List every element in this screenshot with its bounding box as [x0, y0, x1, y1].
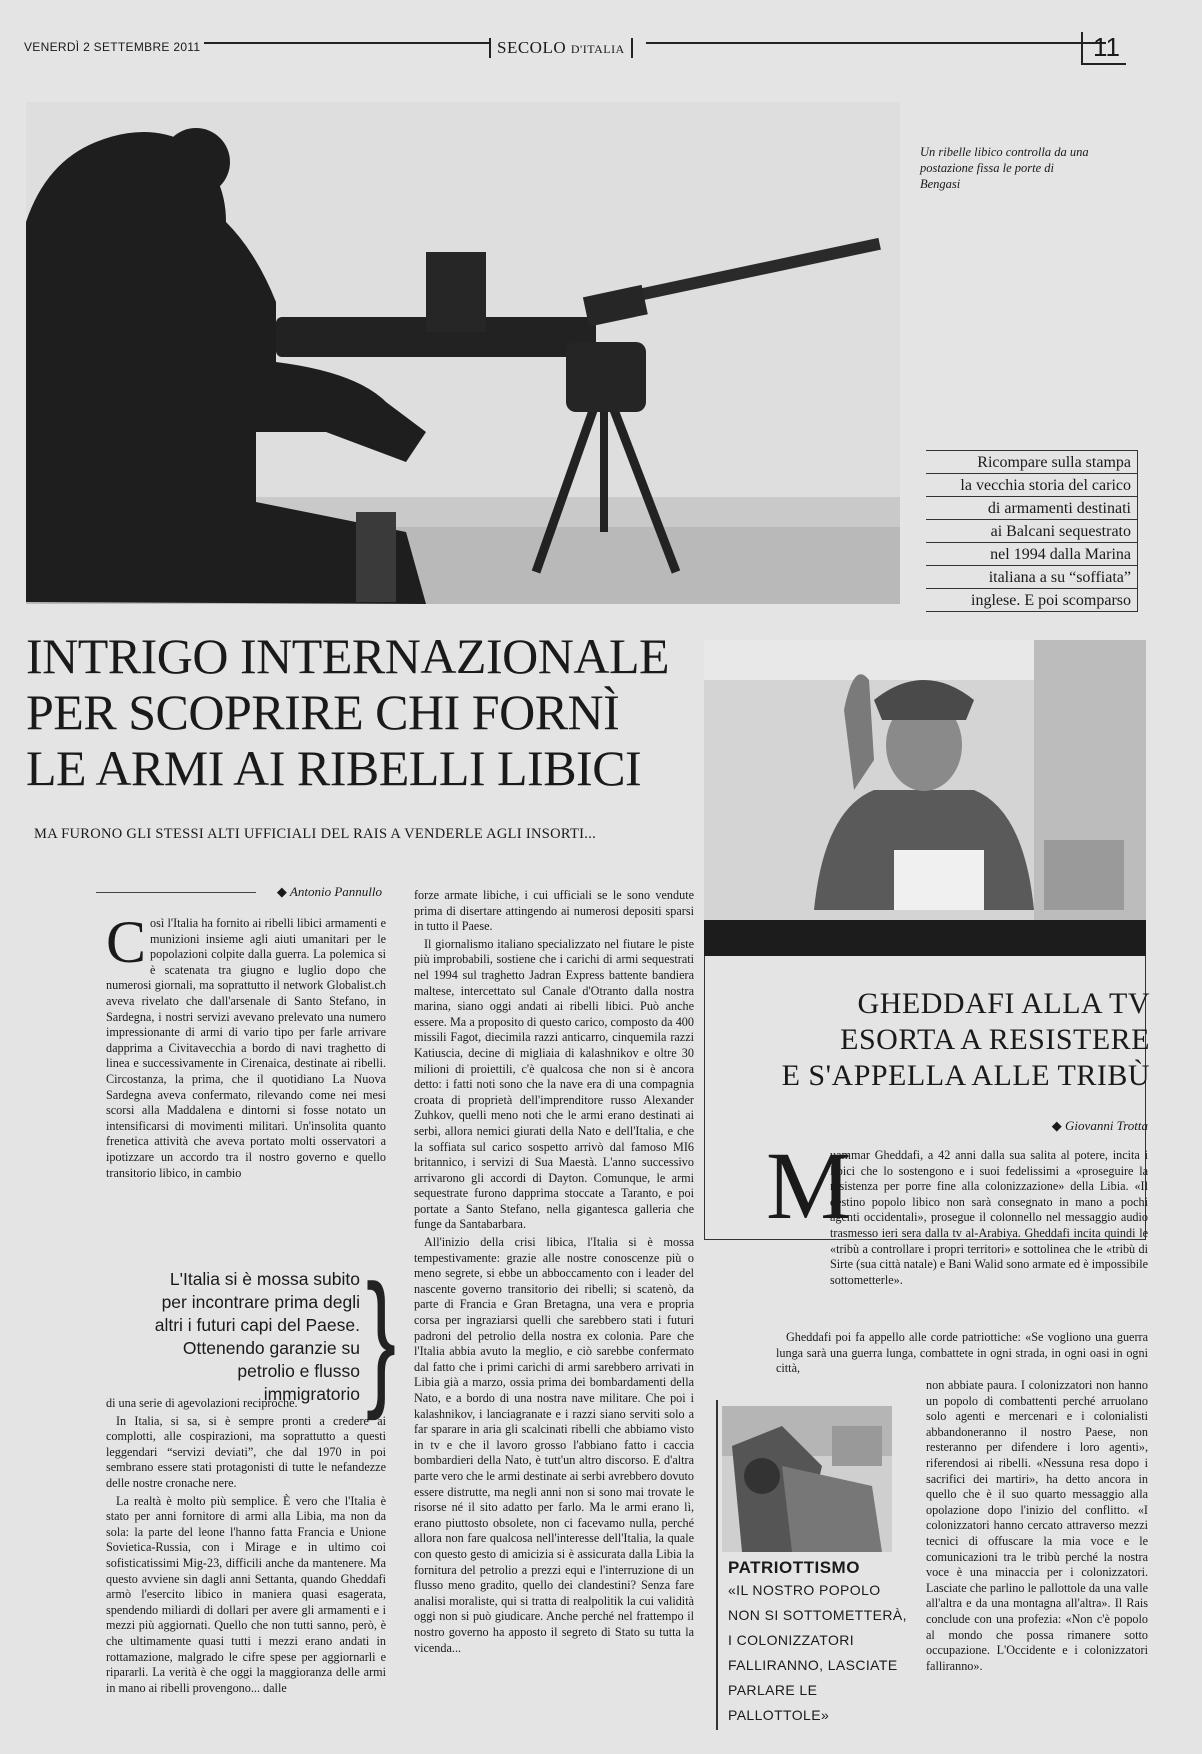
masthead — [24, 28, 1130, 70]
main-byline — [96, 884, 382, 900]
patriottismo-box — [728, 1558, 918, 1728]
patriottismo-line: NON SI SOTTOMETTERÀ, — [728, 1607, 907, 1623]
main-article-col1 — [106, 909, 386, 1181]
rebels-group-image — [722, 1406, 892, 1552]
gheddafi-byline — [880, 1118, 1148, 1134]
teaser-line: nel 1994 dalla Marina — [926, 543, 1138, 566]
diamond-icon: ◆ — [1051, 1118, 1066, 1133]
diamond-icon: ◆ — [276, 884, 290, 899]
gheddafi-headline-line: GHEDDAFI ALLA TV — [857, 987, 1150, 1020]
patriottismo-line: «IL NOSTRO POPOLO — [728, 1582, 881, 1598]
teaser-line: italiana a su “soffiata” — [926, 566, 1138, 589]
main-paragraph: forze armate libiche, i cui ufficiali se le sono vendute prima di disertare attingendo ai numerosi depositi sparsi in tutto il Paese. — [414, 888, 694, 934]
teaser-line: ai Balcani sequestrato — [926, 520, 1138, 543]
gheddafi-photo — [704, 640, 1146, 956]
headline-line: PER SCOPRIRE CHI FORNÌ — [26, 684, 620, 740]
masthead-rule-right — [646, 42, 1106, 44]
newspaper-title — [489, 38, 633, 58]
main-article-col1-continued — [106, 1396, 386, 1698]
main-photo-caption: Un ribelle libico controlla da una postazione fissa le porte di Bengasi — [920, 145, 1089, 191]
gheddafi-speaking-image — [704, 640, 1146, 956]
headline-line: INTRIGO INTERNAZIONALE — [26, 628, 670, 684]
page-number: 11 — [1081, 32, 1126, 65]
main-paragraph: La realtà è molto più semplice. È vero che l'Italia è stato per anni fornitore di armi alla Libia, ma non da sola: la parte del leone l'hanno fatta Francia e Unione Sovietica-Russia, con i Mirage e in ultimo coi sofisticatissimi Mig-23, difficili anche da mantenere. Ma questo avviene sin dagli anni Settanta, quando Gheddafi armò l'esercito libico in maniera quasi esagerata, spendendo miliardi di dollari per avere gli armamenti e i mezzi più aggiornati. Quello che non tutti sanno, però, è che ultimamente quasi tutti i mezzi erano andati in rottamazione, malgrado le cifre spese per aggiornarli e ripararli. La verità è che oggi la maggioranza delle armi in mano ai ribelli provengono... dalle — [106, 1493, 386, 1695]
teaser-line: inglese. E poi scomparso — [926, 589, 1138, 612]
brace-ornament: } — [366, 1253, 397, 1421]
main-paragraph: In Italia, si sa, si è sempre pronti a credere ai complotti, alle cospirazioni, ma soprattutto a questi leggendari “servizi deviati”, che dal 1970 in poi sembrano essere stati protagonisti di tutte le nefandezze delle nostre cronache nere. — [106, 1413, 386, 1490]
rebels-small-photo — [722, 1406, 892, 1552]
main-dropcap: C — [106, 909, 147, 975]
gheddafi-dropcap: M — [766, 1132, 852, 1239]
teaser-line: di armamenti destinati — [926, 497, 1138, 520]
teaser-box — [926, 450, 1138, 612]
main-photo — [26, 102, 900, 604]
patriottismo-line: I COLONIZZATORI — [728, 1632, 855, 1648]
byline-rule — [96, 892, 256, 893]
gheddafi-article-p1: uammar Gheddafi, a 42 anni dalla sua salita al potere, incita i libici che lo sostengono e i suoi fedelissimi a «proseguire la resistenza per porre fine alla colonizzazione» della Libia. «Il destino popolo libico non sarà consegnato in mano a pochi agenti occidentali», prosegue il colonnello nel messaggio audio trasmesso ieri sera dalla tv al-Arabiya. Gheddafi incita quindi le «tribù a controllare i propri territori» e sottolinea che le «tribù di Sirte (sua città natale) e Bani Walid sono armate ed è impossibile sottometterle». — [830, 1148, 1148, 1287]
teaser-line: la vecchia storia del carico — [926, 474, 1138, 497]
main-subheadline: MA FURONO GLI STESSI ALTI UFFICIALI DEL RAIS A VENDERLE AGLI INSORTI... — [34, 826, 597, 842]
headline-line: LE ARMI AI RIBELLI LIBICI — [26, 740, 642, 796]
newspaper-title-small: D'ITALIA — [570, 42, 625, 56]
patriottismo-rule — [716, 1400, 718, 1730]
main-paragraph: All'inizio della crisi libica, l'Italia si è mossa tempestivamente: grazie alle nostre conoscenze più o meno segrete, si ebbe un abboccamento con i leader del nascente governo transitorio dei ribelli; si scatenò, da parte di Francia e Gran Bretagna, una vera e propria corsa per ingraziarsi quelli che sarebbero stati i futuri padroni del petrolio della nostra ex colonia. Pare che l'Italia abbia avuto la meglio, e ciò sarebbe confermato dal fatto che i primi carichi di armi sarebbero arrivati in Libia già a marzo, ossia prima dei bombardamenti della Nato, e a bordo di una nostra nave militare. Che poi i kalashnikov, i lanciagranate e i razzi siano serviti solo a far sparare in aria gli scalcinati ribelli che abbiamo visto in tv e che il lavoro grosso l'abbiano fatto i caccia bombardieri della Nato, è tutt'un altro discorso. E d'altra parte vero che le armi destinate ai serbi avrebbero dovuto essere distrutte, ma negli anni non si sono mai trovate le risorse né il sito adatto per farlo. Ma le armi erano lì, erano piuttosto obsolete, non ci facevamo nulla, perché allora non fare qualcosa nell'interesse dell'Italia, la quale con questo gesto di amicizia si è assicurata dalla Libia la fornitura del petrolio a prezzi equi e l'interruzione di un flusso meno gradito, quello dei clandestini? Senza fare analisi moraliste, qui si tratta di realpolitik la cui validità oggi non si può giudicare. Anche perché nel frattempo il nostro governo ha apposto il segreto di Stato su tutta la vicenda... — [414, 1235, 694, 1655]
main-article-col2 — [414, 888, 694, 1658]
pull-quote: L'Italia si è mossa subito per incontrare prima degli altri i futuri capi del Paese. Ottenendo garanzie su petrolio e flusso immigratorio — [154, 1269, 360, 1404]
patriottismo-title: PATRIOTTISMO — [728, 1558, 860, 1577]
main-paragraph: osì l'Italia ha fornito ai ribelli libici armamenti e munizioni insieme agli aiuti umanitari per le popolazioni colpite dalla guerra. La polemica si è scatenata tra giugno e luglio dopo che numerosi giornali, ma soprattutto il network Globalist.ch aveva rivelato che dall'arsenale di Santo Stefano, in Sardegna, i nostri servizi avevano prelevato una numero impressionante di armi di vario tipo per farle arrivare dapprima a Civitavecchia a bordo di navi traghetto di linea e successivamente in Cirenaica, destinate ai ribelli. Circostanza, la prima, che il quotidiano La Nuova Sardegna aveva confermato, rilevando come nei mesi scorsi alla Maddalena e dintorni si fosse notato un intensificarsi di movimenti militari. Un'insolita quanto frenetica attività che aveva portato molti osservatori a ipotizzare un accordo tra il nostro governo e quello transitorio libico, in cambio — [106, 916, 386, 1180]
rebel-machine-gun-image — [26, 102, 900, 604]
gheddafi-headline — [712, 986, 1150, 1094]
main-author: Antonio Pannullo — [289, 884, 382, 899]
issue-date: VENERDÌ 2 SETTEMBRE 2011 — [24, 40, 204, 54]
gheddafi-article-p2-start — [776, 1330, 1148, 1379]
main-headline — [26, 628, 706, 796]
gheddafi-article-p2-cont: non abbiate paura. I colonizzatori non hanno un popolo di combattenti perché arruolano solo agenti e mercenari e i colonialisti abbandoneranno il nostro Paese, non resteranno per difendere i loro agenti», riferendosi ai ribelli. «Nessuna resa dopo i sacrifici dei martiri», ha detto ancora in quello che è il suo quarto messaggio alla opolazione dopo l'inizio del conflitto. «I colonizzatori hanno cercato attraverso mezzi tecnici di offuscare la mia voce e le comunicazioni tra le tribù perché la nostra voce è una minaccia per i colonizzatori. Lasciate che parlino le pallottole da una valle all'altra e da una montagna all'altra». Il Rais conclude con una profezia: «Non c'è popolo al mondo che possa rimanere sotto occupazione. L'Occidente e i colonizzatori falliranno». — [926, 1378, 1148, 1673]
patriottismo-quote — [728, 1578, 918, 1728]
main-paragraph: Il giornalismo italiano specializzato nel fiutare le piste più improbabili, sostiene che i carichi di armi sequestrati nel 1994 sul traghetto Jadran Express battente bandiera maltese, intercettato sul Canale d'Otranto dalla nostra marina, siano oggi andati ai ribelli libici. Può anche essere. Ma a proposito di questo carico, composto da 400 missili Fagot, diecimila razzi anticarro, cinquemila razzi Katiuscia, decine di migliaia di kalashnikov e oltre 30 milioni di proiettili, c'è qualcosa che non si è ancora detto: i fatti noti sono che la nave era di una compagnia croata di proprietà dell'imprenditore russo Alexander Zuhkov, quelli meno noti che le armi erano destinati ai serbi, allora nemici giurati della Nato e dell'Italia, e che la soffiata sul carico sospetto arrivò dal famoso MI6 britannico, i servizi di Sua Maestà. L'anno successivo arrivarono gli accordi di Dayton. Comunque, le armi sequestrate furono dapprima stoccate a Taranto, e poi portate a Santo Stefano, nella gigantesca galleria che funge da Santabarbara. — [414, 936, 694, 1232]
gheddafi-paragraph: Gheddafi poi fa appello alle corde patriottiche: «Se vogliono una guerra lunga sarà una guerra lunga, combattete in ogni strada, in ogni oasi in ogni città, — [776, 1330, 1148, 1376]
teaser-line: Ricompare sulla stampa — [926, 450, 1138, 474]
patriottismo-line: FALLIRANNO, LASCIATE — [728, 1657, 898, 1673]
patriottismo-line: PARLARE LE PALLOTTOLE» — [728, 1682, 830, 1723]
main-paragraph: di una serie di agevolazioni reciproche. — [106, 1396, 298, 1410]
gheddafi-author: Giovanni Trotta — [1065, 1118, 1148, 1133]
gheddafi-headline-line: ESORTA A RESISTERE — [840, 1023, 1150, 1056]
gheddafi-headline-line: E S'APPELLA ALLE TRIBÙ — [781, 1059, 1150, 1092]
newspaper-title-main: SECOLO — [497, 38, 567, 57]
